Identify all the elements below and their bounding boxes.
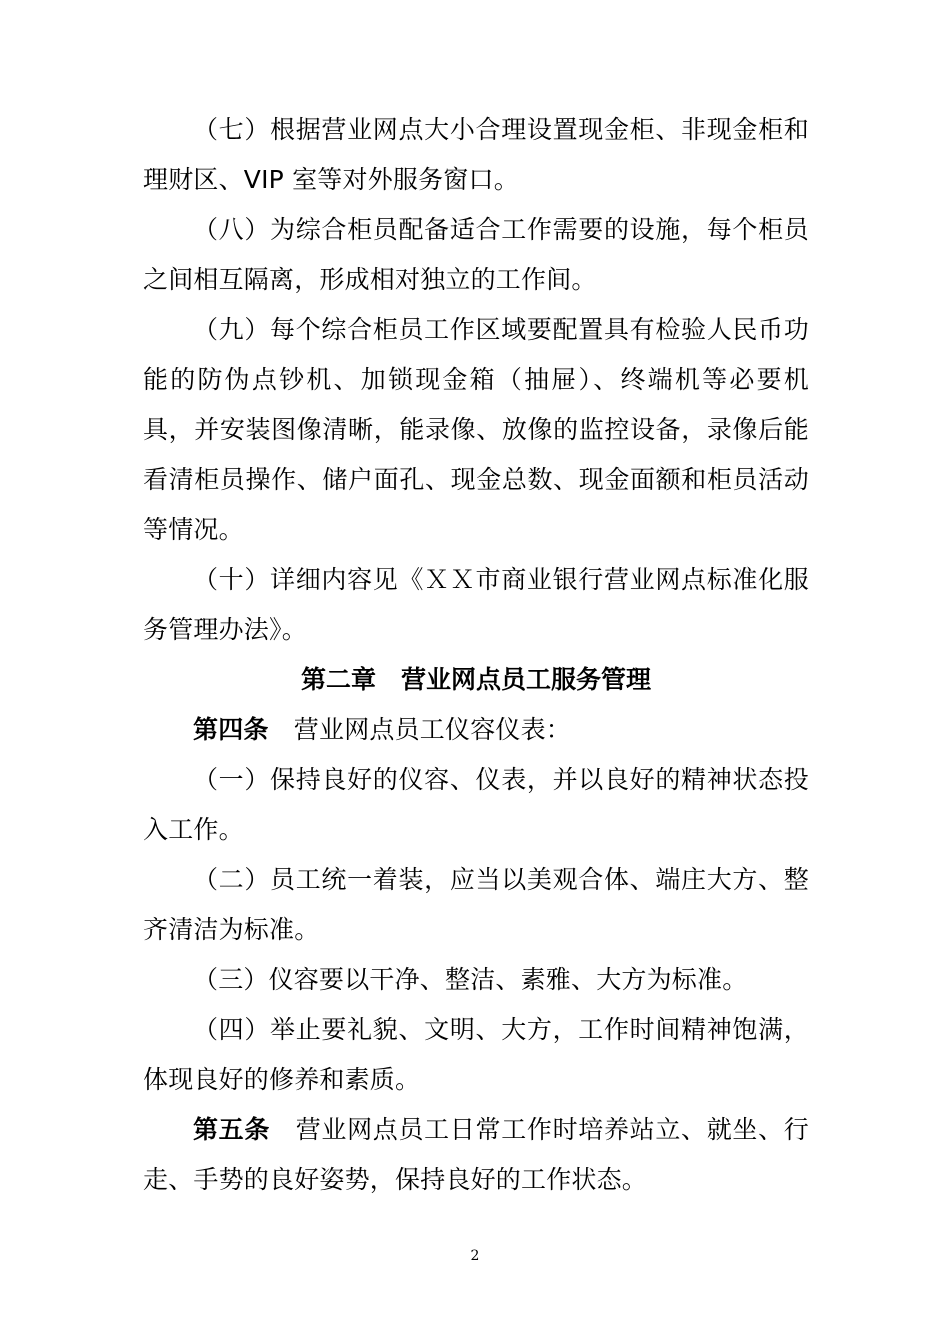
article-4-item-4: （四）举止要礼貌、文明、大方，工作时间精神饱满，体现良好的修养和素质。 [143,1015,809,1094]
article-5-label: 第五条 [193,1115,271,1144]
article-4-label: 第四条 [193,715,269,744]
document-body [143,105,809,1205]
paragraph-item-7: （七）根据营业网点大小合理设置现金柜、非现金柜和理财区、VIP 室等对外服务窗口。 [143,115,809,194]
article-4-text: 营业网点员工仪容仪表： [268,715,572,744]
article-5-text: 营业网点员工日常工作时培养站立、就坐、行走、手势的良好姿势，保持良好的工作状态。 [143,1115,809,1194]
paragraph-item-8: （八）为综合柜员配备适合工作需要的设施，每个柜员之间相互隔离，形成相对独立的工作间。 [143,215,809,294]
article-4-item-3: （三）仪容要以干净、整洁、素雅、大方为标准。 [193,965,748,994]
article-4-item-2: （二）员工统一着装，应当以美观合体、端庄大方、整齐清洁为标准。 [143,865,809,944]
chapter-title: 第二章 营业网点员工服务管理 [300,665,651,694]
article-5 [143,1105,809,1205]
page-number: 2 [470,1248,480,1264]
article-4 [143,705,809,755]
paragraph-item-10: （十）详细内容见《ＸＸ市商业银行营业网点标准化服务管理办法》。 [143,565,809,644]
article-4-item-1: （一）保持良好的仪容、仪表，并以良好的精神状态投入工作。 [143,765,809,844]
paragraph-item-9: （九）每个综合柜员工作区域要配置具有检验人民币功能的防伪点钞机、加锁现金箱（抽屉）、终端机等必要机具，并安装图像清晰，能录像、放像的监控设备，录像后能看清柜员操作、储户面孔、现金总数、现金面额和柜员活动等情况。 [143,315,809,544]
